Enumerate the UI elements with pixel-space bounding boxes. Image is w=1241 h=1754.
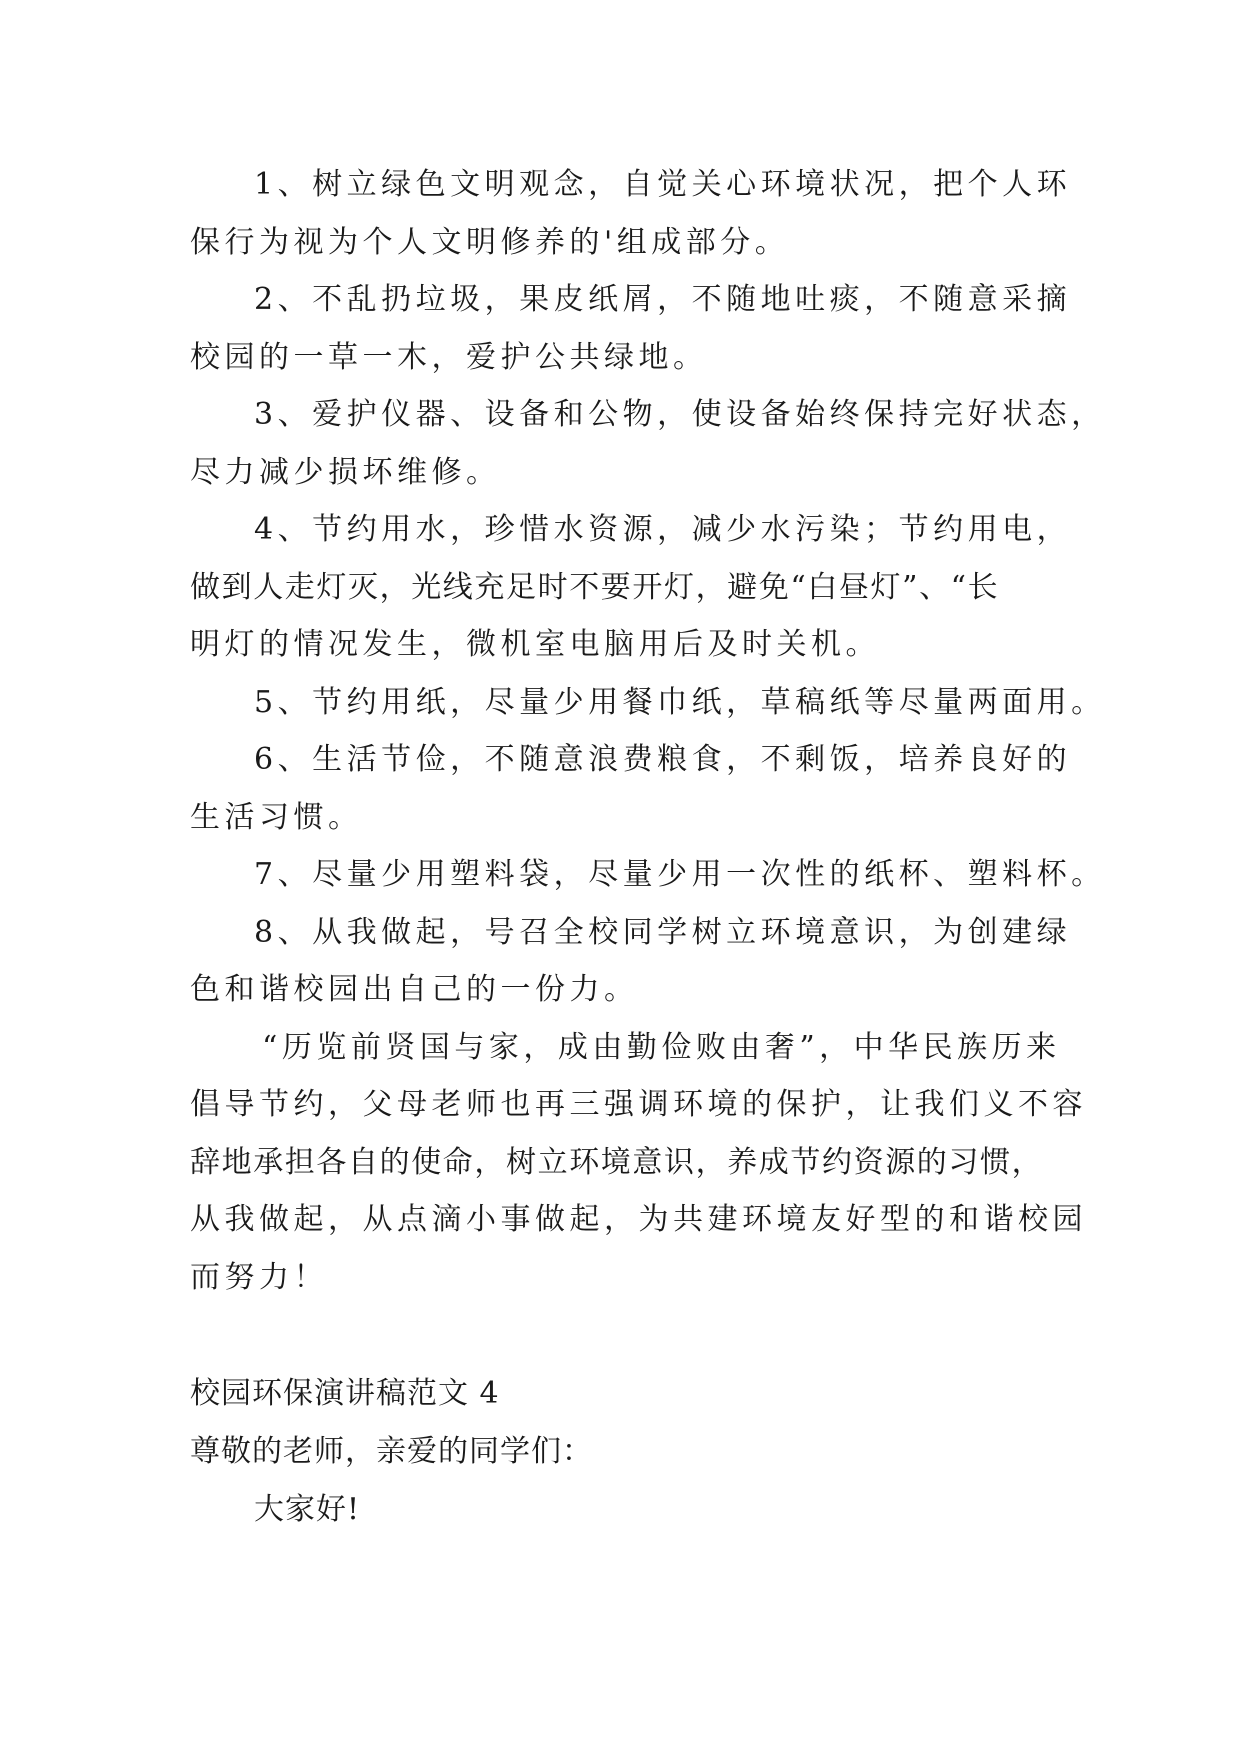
closing-line-5: 而努力！ <box>190 1260 328 1295</box>
item-2-line-2: 校园的一草一木，爱护公共绿地。 <box>190 340 708 375</box>
item-3-line-2: 尽力减少损坏维修。 <box>190 455 501 490</box>
salutation: 尊敬的老师，亲爱的同学们： <box>190 1434 593 1469</box>
item-4-line-3: 明灯的情况发生，微机室电脑用后及时关机。 <box>190 627 880 662</box>
closing-line-4: 从我做起，从点滴小事做起，为共建环境友好型的和谐校园 <box>190 1202 1087 1237</box>
item-1-line-1: 1、树立绿色文明观念，自觉关心环境状况，把个人环 <box>254 167 1072 202</box>
item-5-line-1: 5、节约用纸，尽量少用餐巾纸，草稿纸等尽量两面用。 <box>254 685 1106 720</box>
closing-line-3: 辞地承担各自的使命，树立环境意识，养成节约资源的习惯， <box>190 1145 1044 1180</box>
item-2-line-1: 2、不乱扔垃圾，果皮纸屑，不随地吐痰，不随意采摘 <box>254 282 1072 317</box>
item-3-line-1: 3、爱护仪器、设备和公物，使设备始终保持完好状态， <box>254 397 1106 432</box>
item-4-line-1: 4、节约用水，珍惜水资源，减少水污染；节约用电， <box>254 512 1072 547</box>
closing-line-2: 倡导节约，父母老师也再三强调环境的保护，让我们义不容 <box>190 1087 1087 1122</box>
item-7-line-1: 7、尽量少用塑料袋，尽量少用一次性的纸杯、塑料杯。 <box>254 857 1106 892</box>
section-title: 校园环保演讲稿范文 4 <box>190 1376 500 1411</box>
closing-line-1: “历览前贤国与家，成由勤俭败由奢”，中华民族历来 <box>262 1030 1061 1065</box>
item-1-line-2: 保行为视为个人文明修养的'组成部分。 <box>190 225 790 260</box>
item-8-line-1: 8、从我做起，号召全校同学树立环境意识，为创建绿 <box>254 915 1072 950</box>
item-4-line-2: 做到人走灯灭，光线充足时不要开灯，避免“白昼灯”、“长 <box>190 570 1000 605</box>
item-8-line-2: 色和谐校园出自己的一份力。 <box>190 972 639 1007</box>
item-6-line-2: 生活习惯。 <box>190 800 363 835</box>
greeting: 大家好! <box>254 1492 361 1527</box>
item-6-line-1: 6、生活节俭，不随意浪费粮食，不剩饭，培养良好的 <box>254 742 1072 777</box>
